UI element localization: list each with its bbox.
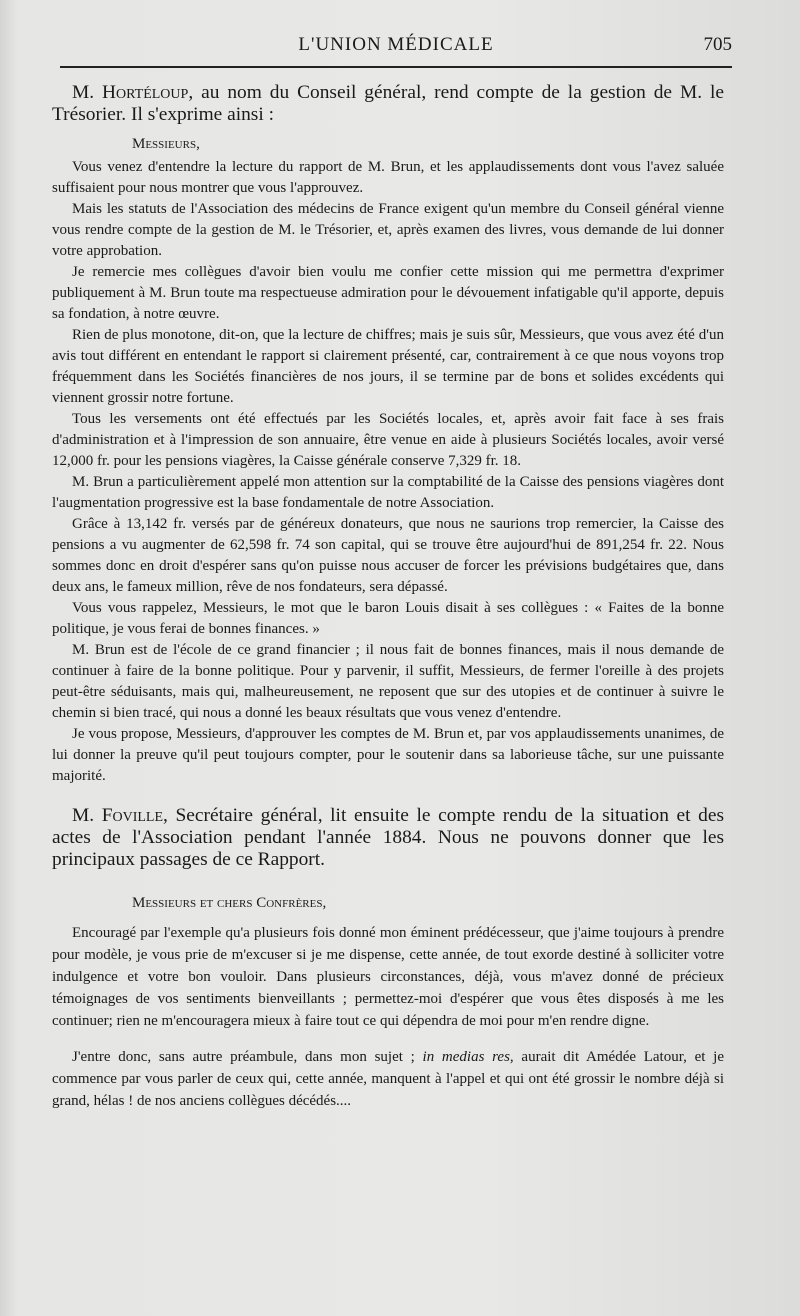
salutation-messieurs: Messieurs,: [132, 136, 200, 152]
speech-paragraph: M. Brun est de l'école de ce grand financier ; il nous fait de bonnes finances, mais il nous demande de continuer à faire de la bonne politique. Pour y parvenir, il suffit, Messieurs, de fermer l'oreille à des projets peut-être séduisants, mais qui, malheureusement, ne reposent que sur des utopies et de continuer à suivre le chemin si bien tracé, qui nous a donné les beaux résultats que vous venez d'entendre.: [52, 642, 724, 721]
section-gap: [52, 787, 724, 805]
salutation-confreres: Messieurs et chers Confrères,: [132, 895, 327, 911]
speech-paragraph: Mais les statuts de l'Association des médecins de France exigent qu'un membre du Conseil général vienne vous rendre compte de la gestion de M. le Trésorier, et, après examen des livres, vous demande de lui donner votre approbation.: [52, 201, 724, 259]
page-number: 705: [703, 34, 732, 55]
speech-paragraph: Rien de plus monotone, dit-on, que la lecture de chiffres; mais je suis sûr, Messieurs, que vous avez été d'un avis tout différent en entendant le rapport si clairement présenté, car, contrairement à ce que nous voyons trop fréquemment dans les Sociétés financières de nos jours, il se termine par de bons et solides excédents qui viennent grossir notre fortune.: [52, 327, 724, 406]
speech-paragraph: Grâce à 13,142 fr. versés par de généreux donateurs, que nous ne saurions trop remercier, la Caisse des pensions a vu augmenter de 62,598 fr. 74 son capital, qui se trouve être aujourd'hui de 891,254 fr. 22. Nous sommes donc en droit d'espérer sans qu'on puisse nous accuser de forcer les prévisions budgétaires que, dans deux ans, le fameux million, rêve de nos fondateurs, sera dépassé.: [52, 516, 724, 595]
speech-paragraph: Tous les versements ont été effectués par les Sociétés locales, et, après avoir fait face à ses frais d'administration et à l'impression de son annuaire, être venue en aide à plusieurs Sociétés locales, avoir versé 12,000 fr. pour les pensions viagères, la Caisse générale conserve 7,329 fr. 18.: [52, 411, 724, 469]
page-body: [52, 82, 724, 1112]
paragraph-gap: [52, 1032, 724, 1046]
latin-phrase: in medias res,: [422, 1049, 514, 1065]
running-title: L'UNION MÉDICALE: [298, 34, 494, 55]
speech-paragraph: Vous vous rappelez, Messieurs, le mot que le baron Louis disait à ses collègues : « Faites de la bonne politique, je vous ferai de bonnes finances. »: [52, 600, 724, 637]
speech-paragraph: Vous venez d'entendre la lecture du rapport de M. Brun, et les applaudissements dont vous l'avez saluée suffisaient pour nous montrer que vous l'approuvez.: [52, 159, 724, 196]
intro-text: , au nom du Conseil général, rend compte de la gestion de M. le Trésorier. Il s'exprime ainsi :: [52, 82, 724, 125]
transition-speaker: M. Foville: [72, 805, 164, 826]
transition-text: , Secrétaire général, lit ensuite le compte rendu de la situation et des actes de l'Association pendant l'année 1884. Nous ne pouvons donner que les principaux passages de ce Rapport.: [52, 805, 724, 870]
closing-text-end: aurait dit Amédée Latour, et je commence par vous parler de ceux qui, cette année, manquent à l'appel et qui ont été grossir le nombre déjà si grand, hélas ! de nos anciens collègues décédés....: [52, 1049, 724, 1109]
secretary-report-speech: [52, 922, 724, 1112]
closing-paragraph: [52, 1046, 724, 1112]
transition-paragraph: [52, 805, 724, 871]
speech-paragraph: Je remercie mes collègues d'avoir bien voulu me confier cette mission qui me permettra d'exprimer publiquement à M. Brun toute ma respectueuse admiration pour le dévouement infatigable qu'il apporte, depuis sa fondation, à notre œuvre.: [52, 264, 724, 322]
speech-paragraph: M. Brun a particulièrement appelé mon attention sur la comptabilité de la Caisse des pensions viagères dont l'augmentation progressive est la base fondamentale de notre Association.: [52, 474, 724, 511]
closing-text-start: J'entre donc, sans autre préambule, dans mon sujet ;: [72, 1049, 423, 1065]
intro-speaker: M. Hortéloup: [72, 82, 189, 103]
treasurer-report-speech: [52, 157, 724, 787]
intro-paragraph: [52, 82, 724, 126]
speech-paragraph: Je vous propose, Messieurs, d'approuver les comptes de M. Brun et, par vos applaudissements unanimes, de lui donner la preuve qu'il peut toujours compter, pour le soutenir dans sa laborieuse tâche, sur une puissante majorité.: [52, 726, 724, 784]
header-rule: [60, 66, 732, 68]
speech-paragraph: Encouragé par l'exemple qu'a plusieurs fois donné mon éminent prédécesseur, que j'aime toujours à prendre pour modèle, je vous prie de m'excuser si je me dispense, cette année, de tout exorde destiné à solliciter votre indulgence et votre bon vouloir. Dans plusieurs circonstances, déjà, vous m'avez donné de précieux témoignages de vos sentiments bienveillants ; permettez-moi d'espérer que vous êtes disposés à me les continuer; rien ne m'encouragera mieux à faire tout ce qui dépendra de moi pour m'en rendre digne.: [52, 925, 724, 1029]
page-header: [60, 34, 732, 66]
